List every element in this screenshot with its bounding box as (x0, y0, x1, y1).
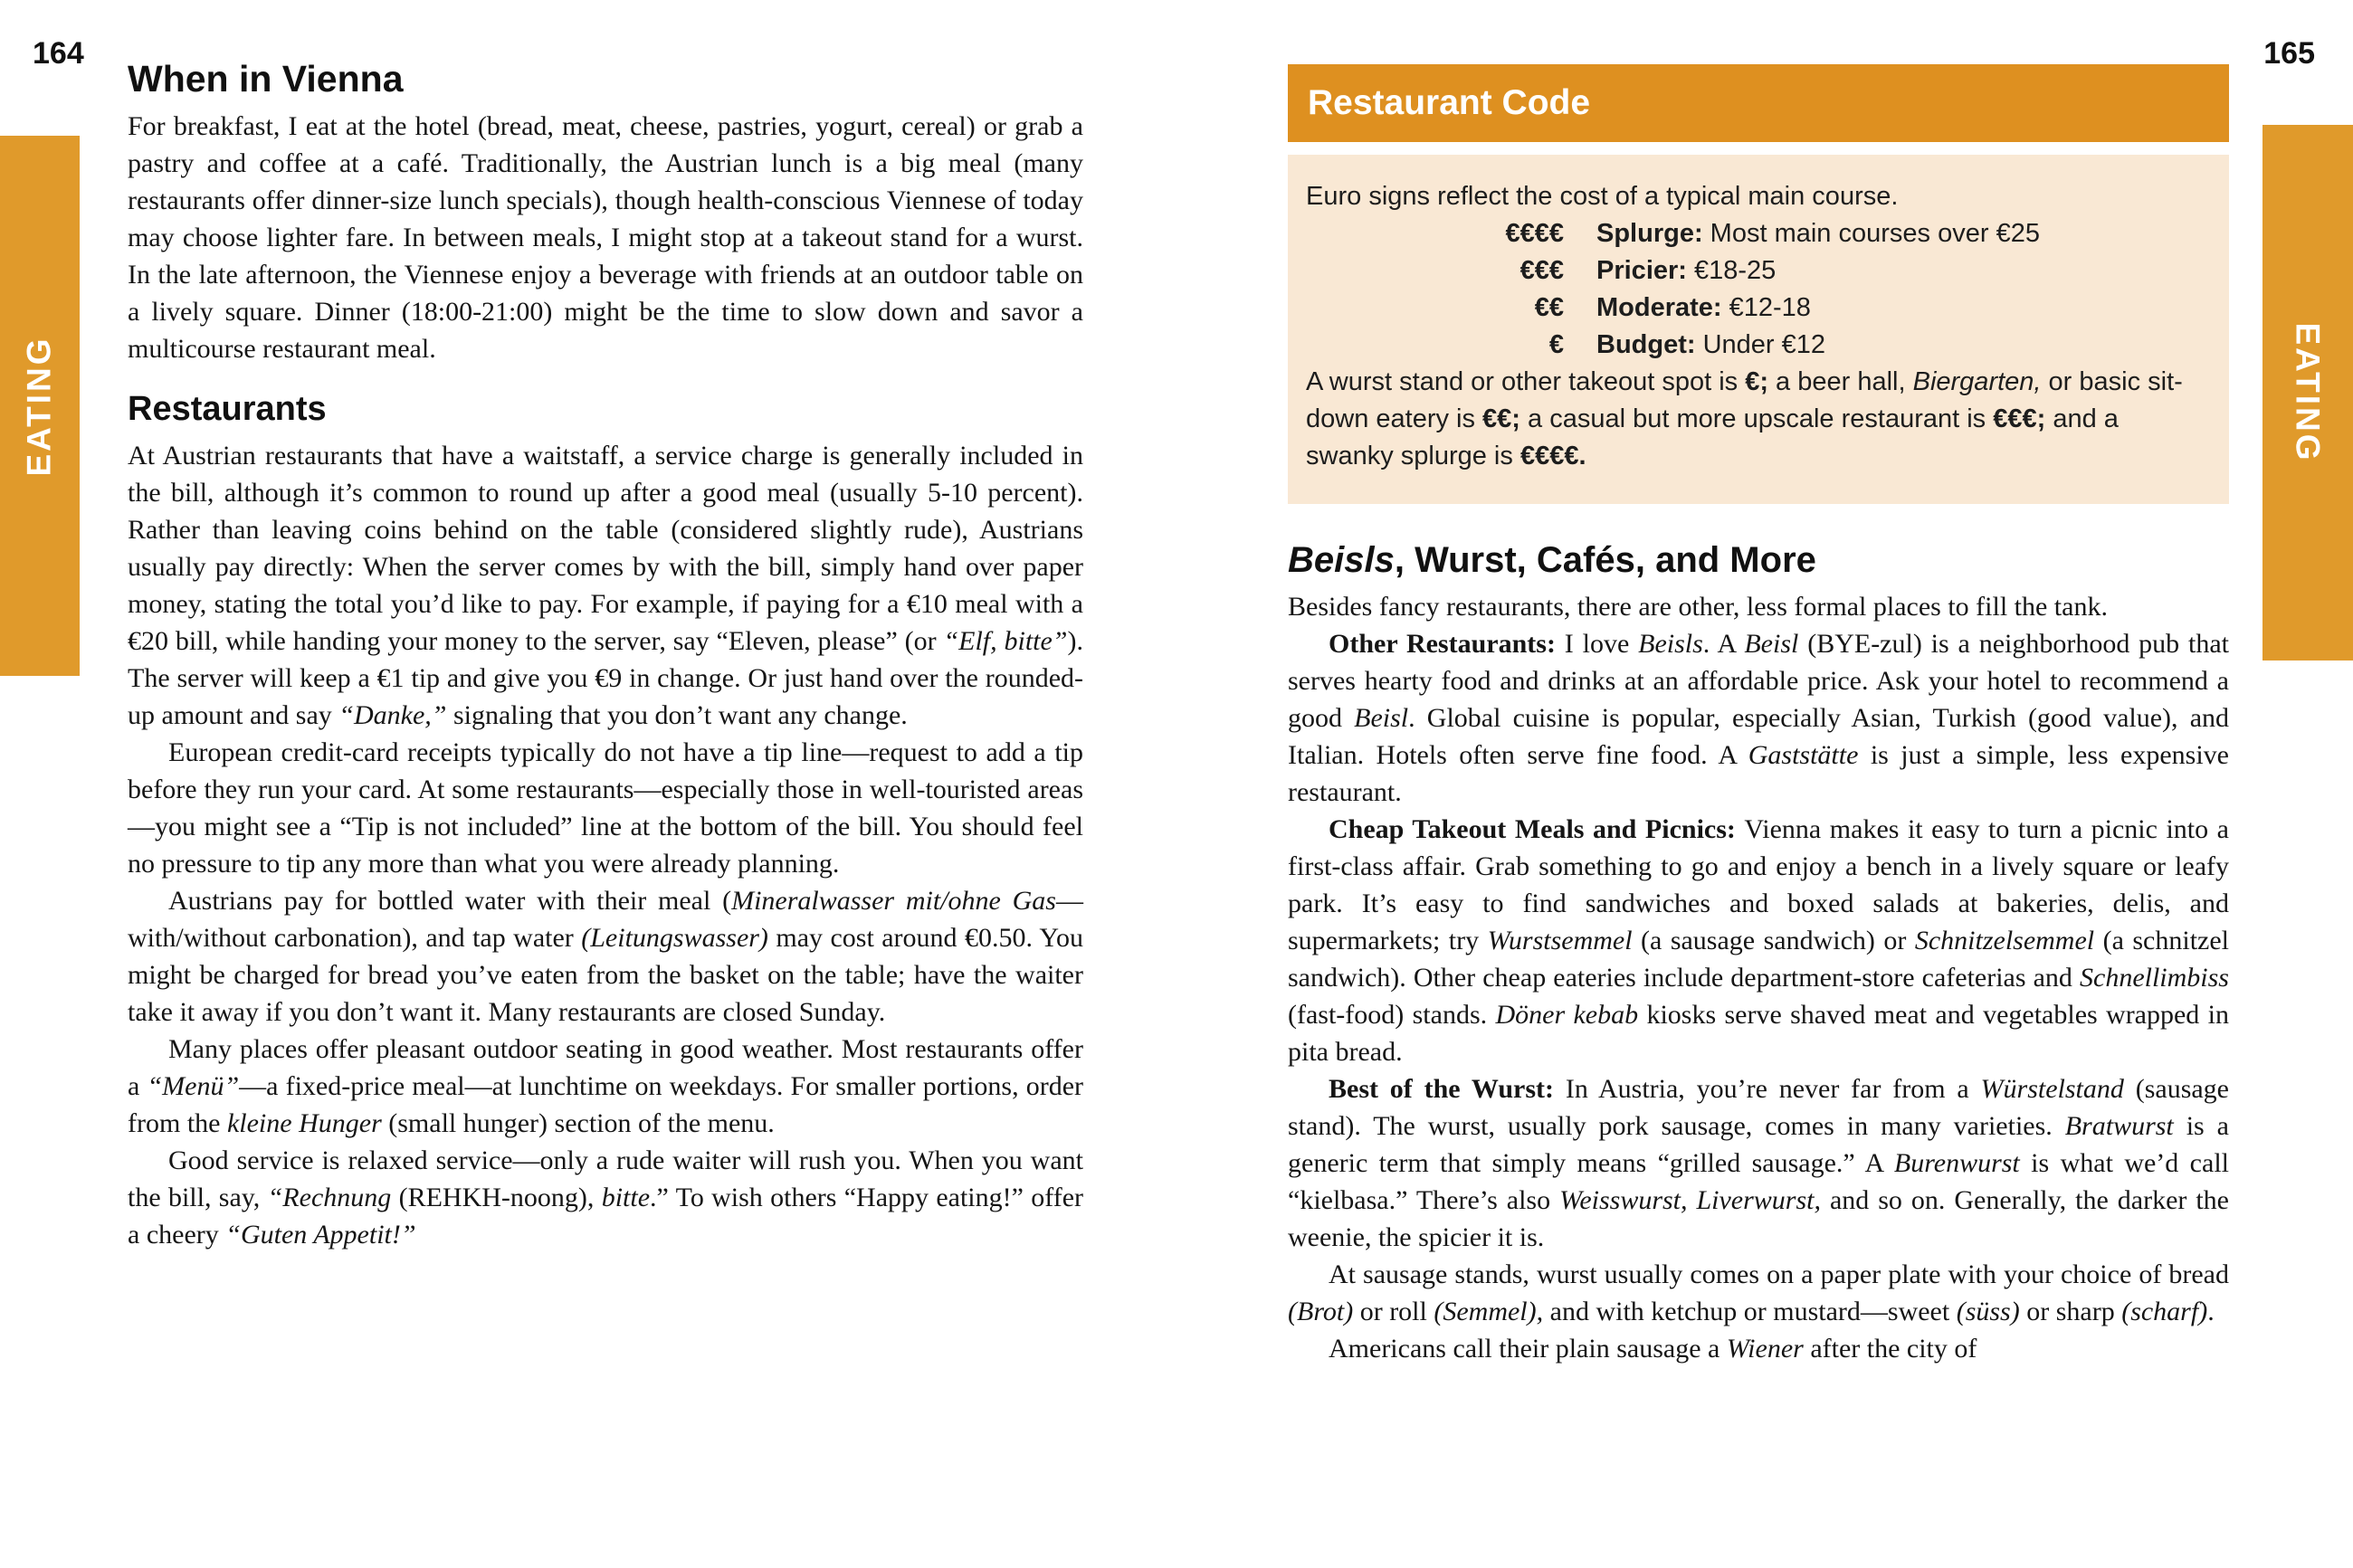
text-segment: (a schnitzel sandwich). Other cheap eateries include department-store cafeterias and (1288, 926, 2230, 993)
text-segment: (süss) (1956, 1297, 2020, 1326)
restaurants-heading: Restaurants (128, 390, 327, 428)
left-page-number: 164 (33, 36, 84, 71)
text-segment: . (2207, 1297, 2215, 1326)
text-segment: “Danke,” (338, 700, 447, 730)
text-segment: signaling that you don’t want any change. (446, 700, 908, 730)
body-paragraph (128, 882, 1083, 1031)
text-segment: Best of the Wurst: (1329, 1074, 1566, 1104)
text-segment: Wiener (1726, 1334, 1804, 1364)
text-segment: Good service is relaxed service—only a rude waiter will rush you. When you want the bill, say, (128, 1145, 1083, 1212)
eating-tab-right (2262, 125, 2353, 660)
body-paragraph (1288, 811, 2229, 1070)
sidebar-intro: Euro signs reflect the cost of a typical main course. (1306, 182, 1899, 211)
price-description: Splurge: Most main courses over €25 (1596, 219, 2040, 248)
text-segment: . A (1702, 629, 1745, 659)
text-segment: or basic sit-down eatery is (1306, 367, 2183, 433)
text-segment: is a generic term that simply means “grilled sausage.” A (1288, 1111, 2229, 1178)
text-segment: is what we’d call “kielbasa.” There’s also (1288, 1148, 2229, 1215)
text-segment: “Guten Appetit!” (225, 1220, 416, 1250)
text-segment: €€€€. (1519, 442, 1586, 470)
text-segment: and a swanky splurge is (1306, 404, 2119, 470)
text-segment: Vienna makes it easy to turn a picnic into a first-class affair. Grab something to go and enjoy a bench in a lively square or leafy park. It’s easy to find sandwiches and boxed salads at bakeries, delis, and supermarkets; try (1288, 814, 2229, 955)
text-segment: “Menü” (147, 1071, 240, 1101)
text-segment: Würstelstand (1980, 1074, 2124, 1104)
body-paragraph (128, 1142, 1083, 1253)
eating-tab-left (0, 136, 80, 676)
text-segment: Beisls (1638, 629, 1703, 659)
body-paragraph (128, 108, 1083, 367)
text-segment: European credit-card receipts typically do not have a tip line—request to add a tip before they run your card. At some restaurants—especially those in well-touristed areas—you might see a “Tip is not included” line at the bottom of the bill. You should feel no pressure to tip any more than what you were already planning. (128, 737, 1083, 879)
text-segment: (a sausage sandwich) or (1632, 926, 1915, 955)
price-symbol: €€ (1534, 293, 1564, 322)
sidebar-note (1306, 364, 2205, 475)
text-segment: (sausage stand). The wurst, usually pork sausage, comes in many varieties. (1288, 1074, 2229, 1141)
text-segment: a beer hall, (1768, 367, 1913, 396)
text-segment: Bratwurst (2064, 1111, 2174, 1141)
text-segment: Döner kebab (1495, 1000, 1639, 1030)
beisls-section-heading (1288, 540, 2229, 581)
body-paragraph (128, 734, 1083, 882)
sidebar-panel (1288, 155, 2229, 504)
text-segment: (small hunger) section of the menu. (381, 1108, 775, 1138)
text-segment: I love (1564, 629, 1639, 659)
text-segment: (Semmel), (1434, 1297, 1544, 1326)
price-label: Splurge: (1596, 219, 1703, 248)
text-segment: €€; (1482, 404, 1520, 433)
text-segment: At sausage stands, wurst usually comes on a paper plate with your choice of bread (1329, 1259, 2229, 1289)
text-segment: bitte (601, 1183, 651, 1212)
text-segment: —a fixed-price meal—at lunchtime on weekdays. For smaller portions, order from the (128, 1071, 1083, 1138)
text-segment: —with/without carbonation), and tap water (128, 886, 1083, 953)
text-segment: €€€; (1993, 404, 2046, 433)
restaurant-code-sidebar (1288, 64, 2229, 504)
text-segment: Beisls (1288, 540, 1395, 580)
body-paragraph (1288, 1070, 2229, 1256)
text-segment: Schnellimbiss (2080, 963, 2229, 993)
text-segment: For breakfast, I eat at the hotel (bread, meat, cheese, pastries, yogurt, cereal) or grab a pastry and coffee at a café. Traditionally, the Austrian lunch is a big meal (many restaurants offer dinner-size lunch specials), though health-conscious Viennese of today may choose lighter fare. In between meals, I might stop at a takeout stand for a wurst. In the late afternoon, the Viennese enjoy a beverage with friends at an outdoor table on a lively square. Dinner (18:00-21:00) might be the time to slow down and savor a multicourse restaurant meal. (128, 111, 1083, 364)
text-segment: “Rechnung (267, 1183, 392, 1212)
text-segment: A wurst stand or other takeout spot is (1306, 367, 1746, 396)
price-description: Pricier: €18-25 (1596, 256, 1777, 285)
text-segment: Americans call their plain sausage a (1329, 1334, 1727, 1364)
text-segment: At Austrian restaurants that have a waitstaff, a service charge is generally included in the bill, although it’s common to round up after a good meal (usually 5-10 percent). Rather than leaving coins behind on the table (considered slightly rude), Austrians usually pay directly: When the server comes by with the bill, simply hand over paper money, stating the total you’d like to pay. For example, if paying for a €10 meal with a €20 bill, while handing your money to the server, say “Eleven, please” (or (128, 441, 1083, 656)
text-segment: or sharp (2019, 1297, 2122, 1326)
body-paragraph (128, 1031, 1083, 1142)
text-segment: , Wurst, Cafés, and More (1394, 540, 1816, 580)
text-segment: (fast-food) stands. (1288, 1000, 1496, 1030)
price-label: Moderate: (1596, 293, 1722, 322)
price-row (1306, 252, 2205, 290)
text-segment: Burenwurst (1893, 1148, 2020, 1178)
text-segment: Beisl (1744, 629, 1799, 659)
text-segment: Cheap Takeout Meals and Picnics: (1329, 814, 1745, 844)
price-row (1306, 215, 2205, 252)
text-segment: Besides fancy restaurants, there are other, less formal places to fill the tank. (1288, 592, 2108, 622)
text-segment: may cost around €0.50. You might be charged for bread you’ve eaten from the basket on the table; have the waiter take it away if you don’t want it. Many restaurants are closed Sunday. (128, 923, 1083, 1027)
text-segment: . Global cuisine is popular, especially Asian, Turkish (good value), and Italian. Hotels often serve fine food. A (1288, 703, 2230, 770)
text-segment: Wurstsemmel (1487, 926, 1633, 955)
text-segment: Gaststätte (1748, 740, 1859, 770)
text-segment: (BYE-zul) is a neighborhood pub that serves hearty food and drinks at an affordable price. Ask your hotel to recommend a good (1288, 629, 2230, 733)
text-segment: after the city of (1803, 1334, 1977, 1364)
text-segment: Weisswurst, Liverwurst, (1559, 1185, 1821, 1215)
text-segment: Schnitzelsemmel (1914, 926, 2095, 955)
text-segment: (REHKH-noong), (391, 1183, 602, 1212)
sidebar-header-bar (1288, 64, 2229, 142)
text-segment: (Brot) (1288, 1297, 1354, 1326)
price-symbol: €€€€ (1505, 219, 1564, 248)
text-segment: Mineralwasser mit/ohne Gas (731, 886, 1056, 916)
text-segment: (scharf) (2121, 1297, 2208, 1326)
text-segment: In Austria, you’re never far from a (1565, 1074, 1981, 1104)
text-segment: kleine Hunger (226, 1108, 382, 1138)
text-segment: a casual but more upscale restaurant is (1519, 404, 1994, 433)
price-description: Budget: Under €12 (1596, 330, 1826, 359)
text-segment: is just a simple, less expensive restaurant. (1288, 740, 2230, 807)
price-description: Moderate: €12-18 (1596, 293, 1811, 322)
text-segment: ). The server will keep a €1 tip and give you €9 in change. Or just hand over the rounded-up amount and say (128, 626, 1083, 730)
text-segment: kiosks serve shaved meat and vegetables wrapped in pita bread. (1288, 1000, 2229, 1067)
body-paragraph (128, 437, 1083, 734)
right-page-column (1288, 64, 2229, 1367)
text-segment: Biergarten, (1912, 367, 2042, 396)
text-segment: €; (1745, 367, 1768, 396)
text-segment: “Elf, bitte” (943, 626, 1068, 656)
left-page-column (128, 58, 1083, 1253)
sidebar-title: Restaurant Code (1308, 83, 1591, 122)
text-segment: Other Restaurants: (1329, 629, 1565, 659)
page-title: When in Vienna (128, 58, 404, 100)
price-symbol: € (1548, 330, 1564, 359)
body-paragraph (1288, 1330, 2229, 1367)
price-row (1306, 327, 2205, 364)
text-segment: Austrians pay for bottled water with their meal ( (168, 886, 732, 916)
text-segment: and so on. Generally, the darker the weenie, the spicier it is. (1288, 1185, 2229, 1252)
text-segment: (Leitungswasser) (581, 923, 768, 953)
price-label: Pricier: (1596, 256, 1687, 285)
price-row (1306, 290, 2205, 327)
eating-tab-label: EATING (21, 335, 59, 477)
body-paragraph (1288, 1256, 2229, 1330)
price-symbol: €€€ (1519, 256, 1564, 285)
price-label: Budget: (1596, 330, 1696, 359)
text-segment: and with ketchup or mustard—sweet (1543, 1297, 1957, 1326)
price-table (1306, 215, 2205, 364)
text-segment: Many places offer pleasant outdoor seating in good weather. Most restaurants offer a (128, 1034, 1083, 1101)
right-page-number: 165 (2263, 36, 2315, 71)
eating-tab-label: EATING (2290, 322, 2328, 463)
text-segment: Beisl (1354, 703, 1409, 733)
body-paragraph (1288, 625, 2229, 811)
text-segment: or roll (1353, 1297, 1434, 1326)
text-segment: .” To wish others “Happy eating!” offer a cheery (128, 1183, 1083, 1250)
body-paragraph (1288, 588, 2229, 625)
